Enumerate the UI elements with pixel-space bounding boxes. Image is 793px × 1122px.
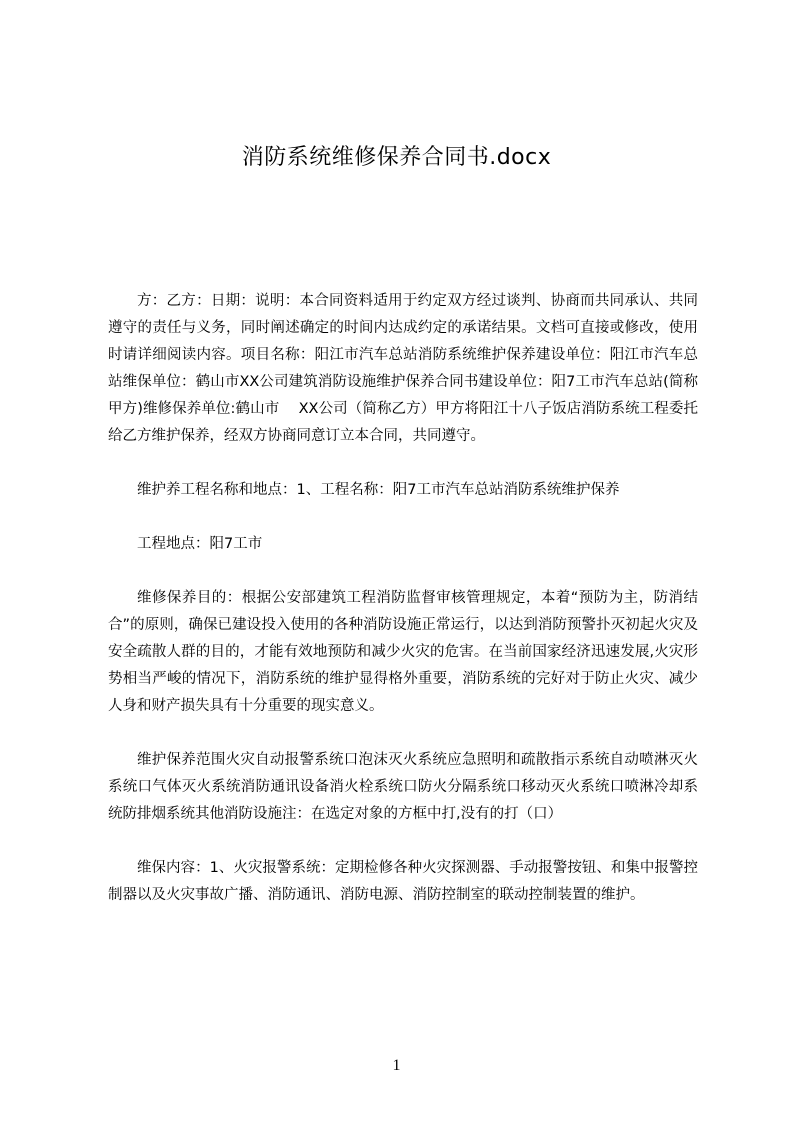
paragraph-intro: 方：乙方：日期：说明：本合同资料适用于约定双方经过谈判、协商而共同承认、共同遵守的责任与义务，同时阐述确定的时间内达成约定的承诺结果。文档可直接或修改，使用时请详细阅读内容。项目名称：阳江市汽车总站消防系统维护保养建设单位：阳江市汽车总站维保单位：鹤山市XX公司建筑消防设施维护保养合同书建设单位：阳7工市汽车总站(简称甲方)维修保养单位:鹤山市 XX公司（简称乙方）甲方将阳江十八子饭店消防系统工程委托给乙方维护保养，经双方协商同意订立本合同，共同遵守。 <box>108 293 698 444</box>
paragraph-maintenance-scope: 维护保养范围火灾自动报警系统口泡沫灭火系统应急照明和疏散指示系统自动喷淋灭火系统口气体灭火系统消防通讯设备消火栓系统口防火分隔系统口移动灭火系统口喷淋冷却系统防排烟系统其他消防设施注：在选定对象的方框中打,没有的打（口） <box>108 752 698 822</box>
paragraph-project-location: 工程地点：阳7工市 <box>137 536 263 552</box>
paragraph-maintenance-purpose: 维修保养目的：根据公安部建筑工程消防监督审核管理规定，本着“预防为主，防消结合”的原则，确保已建设投入使用的各种消防设施正常运行，以达到消防预警扑灭初起火灾及安全疏散人群的目的，才能有效地预防和减少火灾的危害。在当前国家经济迅速发展,火灾形势相当严峻的情况下，消防系统的维护显得格外重要，消防系统的完好对于防止火灾、减少人身和财产损失具有十分重要的现实意义。 <box>108 590 698 714</box>
document-body <box>108 288 698 936</box>
page-number: 1 <box>392 1057 401 1074</box>
document-title: 消防系统维修保养合同书.docx <box>241 145 552 170</box>
paragraph-maintenance-content: 维保内容：1、火灾报警系统：定期检修各种火灾探测器、手动报警按钮、和集中报警控制器以及火灾事故广播、消防通讯、消防电源、消防控制室的联动控制装置的维护。 <box>108 860 698 903</box>
paragraph-project-name: 维护养工程名称和地点：1、工程名称：阳7工市汽车总站消防系统维护保养 <box>137 482 620 498</box>
